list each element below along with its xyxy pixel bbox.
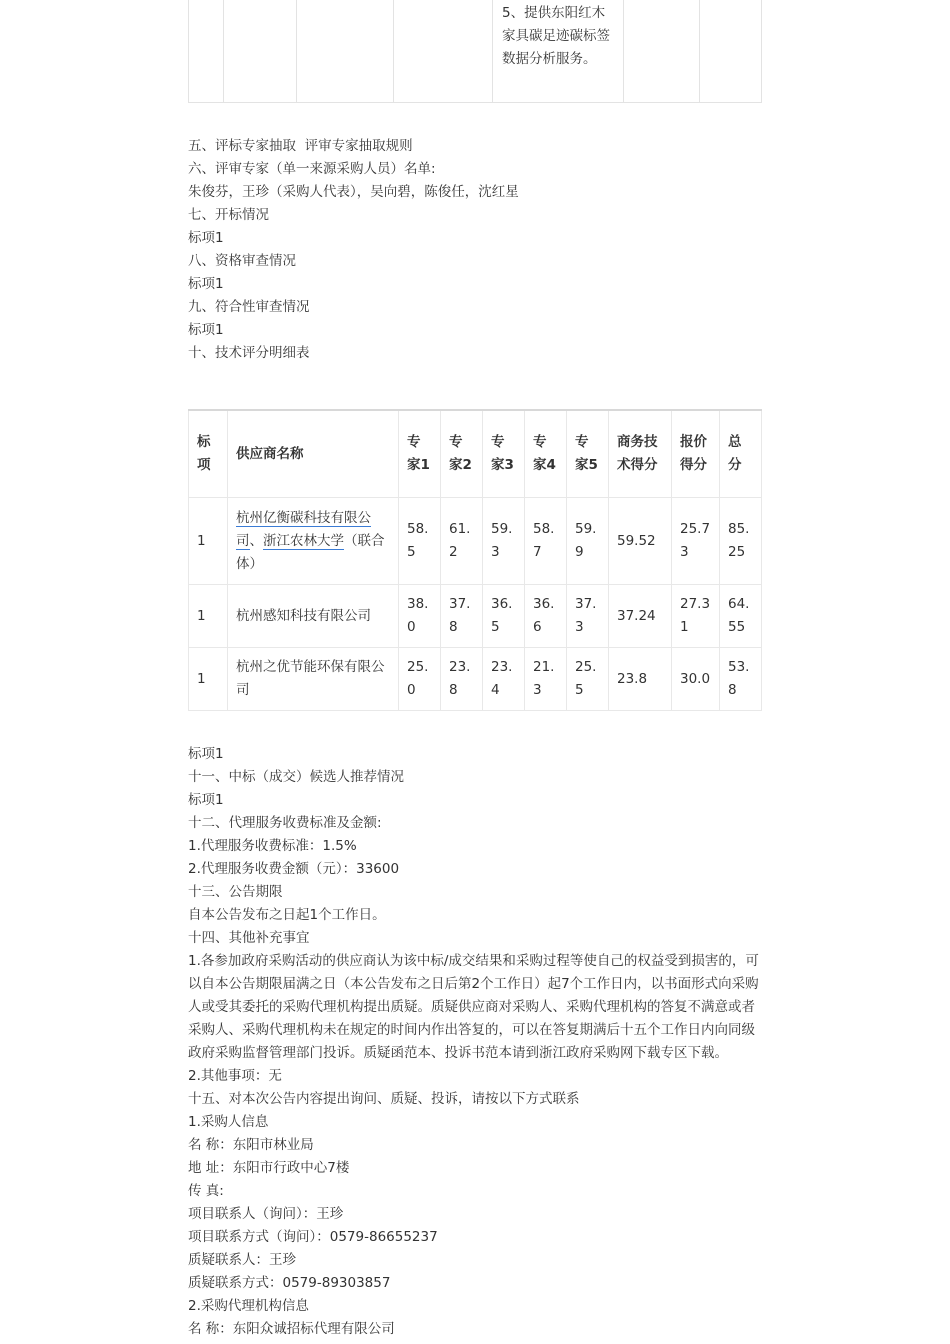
expert1-score: 38.0 bbox=[399, 585, 441, 648]
table-cell bbox=[189, 0, 224, 103]
post-table-sections bbox=[188, 743, 761, 1341]
service-item-cell: 5、提供东阳红木家具碳足迹碳标签数据分析服务。 bbox=[493, 0, 624, 103]
section-5 bbox=[188, 135, 761, 158]
supplier-link[interactable]: 杭州亿衡碳科技有限公司 bbox=[236, 509, 371, 549]
section-7: 七、开标情况 bbox=[188, 207, 269, 223]
supplier-link[interactable]: 浙江农林大学 bbox=[263, 532, 344, 549]
announcement-content bbox=[188, 0, 761, 1341]
header-total: 总分 bbox=[720, 410, 762, 498]
section-8: 八、资格审查情况 bbox=[188, 253, 296, 269]
table-cell bbox=[700, 0, 762, 103]
price-score: 30.0 bbox=[672, 648, 720, 711]
header-price: 报价得分 bbox=[672, 410, 720, 498]
section-7-lot: 标项1 bbox=[188, 230, 224, 246]
header-expert5: 专家5 bbox=[567, 410, 609, 498]
fee-amount: 2.代理服务收费金额（元）：33600 bbox=[188, 861, 400, 877]
expert2-score: 23.8 bbox=[441, 648, 483, 711]
header-supplier: 供应商名称 bbox=[228, 410, 399, 498]
other-matters: 2.其他事项：无 bbox=[188, 1068, 282, 1084]
agency-name: 名 称：东阳众诚招标代理有限公司 bbox=[188, 1321, 395, 1337]
expert4-score: 21.3 bbox=[525, 648, 567, 711]
biz-tech-score: 59.52 bbox=[609, 498, 672, 585]
section-13: 十三、公告期限 bbox=[188, 884, 283, 900]
supplier-suffix: （联合体） bbox=[236, 532, 385, 572]
sections-block bbox=[188, 135, 761, 365]
supplier-cell: 杭州感知科技有限公司 bbox=[228, 585, 399, 648]
lot-label: 标项1 bbox=[188, 792, 224, 808]
expert5-score: 59.9 bbox=[567, 498, 609, 585]
section-15: 十五、对本次公告内容提出询问、质疑、投诉，请按以下方式联系 bbox=[188, 1091, 580, 1107]
buyer-info-title: 1.采购人信息 bbox=[188, 1114, 269, 1130]
agency-info-title: 2.采购代理机构信息 bbox=[188, 1298, 309, 1314]
notice-period: 自本公告发布之日起1个工作日。 bbox=[188, 907, 386, 923]
header-biz-tech: 商务技术得分 bbox=[609, 410, 672, 498]
lot-cell: 1 bbox=[189, 648, 228, 711]
expert5-score: 37.3 bbox=[567, 585, 609, 648]
expert2-score: 61.2 bbox=[441, 498, 483, 585]
header-lot: 标项 bbox=[189, 410, 228, 498]
inquiry-contact: 项目联系人（询问）：王珍 bbox=[188, 1206, 344, 1222]
supplier-cell bbox=[228, 498, 399, 585]
technical-score-table bbox=[188, 409, 762, 711]
expert-rules-link[interactable]: 评审专家抽取规则 bbox=[304, 138, 413, 154]
lot-label: 标项1 bbox=[188, 746, 224, 762]
expert3-score: 23.4 bbox=[483, 648, 525, 711]
expert2-score: 37.8 bbox=[441, 585, 483, 648]
expert3-score: 36.5 bbox=[483, 585, 525, 648]
lot-cell: 1 bbox=[189, 498, 228, 585]
inquiry-phone: 项目联系方式（询问）：0579-86655237 bbox=[188, 1229, 438, 1245]
header-expert3: 专家3 bbox=[483, 410, 525, 498]
challenge-phone: 质疑联系方式：0579-89303857 bbox=[188, 1275, 391, 1291]
service-table-fragment bbox=[188, 0, 762, 103]
header-expert4: 专家4 bbox=[525, 410, 567, 498]
complaint-note: 1.各参加政府采购活动的供应商认为该中标/成交结果和采购过程等使自己的权益受到损害的，可以自本公告期限届满之日（本公告发布之日后第2个工作日）起7个工作日内，以书面形式向采购人或受其委托的采购代理机构提出质疑。质疑供应商对采购人、采购代理机构的答复不满意或者采购人、采购代理机构未在规定的时间内作出答复的，可以在答复期满后十五个工作日内向同级政府采购监督管理部门投诉。质疑函范本、投诉书范本请到浙江政府采购网下载专区下载。 bbox=[188, 953, 759, 1061]
lot-cell: 1 bbox=[189, 585, 228, 648]
table-row bbox=[189, 498, 762, 585]
supplier-separator: 、 bbox=[249, 532, 263, 549]
expert1-score: 58.5 bbox=[399, 498, 441, 585]
total-score: 85.25 bbox=[720, 498, 762, 585]
table-cell bbox=[224, 0, 297, 103]
table-cell bbox=[394, 0, 493, 103]
table-row bbox=[189, 648, 762, 711]
table-cell bbox=[297, 0, 394, 103]
expert4-score: 58.7 bbox=[525, 498, 567, 585]
expert1-score: 25.0 bbox=[399, 648, 441, 711]
buyer-fax: 传 真: bbox=[188, 1183, 224, 1199]
expert5-score: 25.5 bbox=[567, 648, 609, 711]
total-score: 53.8 bbox=[720, 648, 762, 711]
supplier-cell: 杭州之优节能环保有限公司 bbox=[228, 648, 399, 711]
section-9: 九、符合性审查情况 bbox=[188, 299, 310, 315]
header-expert1: 专家1 bbox=[399, 410, 441, 498]
price-score: 27.31 bbox=[672, 585, 720, 648]
section-11: 十一、中标（成交）候选人推荐情况 bbox=[188, 769, 404, 785]
section-8-lot: 标项1 bbox=[188, 276, 224, 292]
buyer-address: 地 址：东阳市行政中心7楼 bbox=[188, 1160, 350, 1176]
total-score: 64.55 bbox=[720, 585, 762, 648]
section-9-lot: 标项1 bbox=[188, 322, 224, 338]
section-14: 十四、其他补充事宜 bbox=[188, 930, 310, 946]
buyer-name: 名 称：东阳市林业局 bbox=[188, 1137, 314, 1153]
table-header-row bbox=[189, 410, 762, 498]
section-5-label: 五、评标专家抽取 bbox=[188, 138, 296, 154]
expert-list: 朱俊芬，王珍（采购人代表），吴向碧，陈俊任，沈红星 bbox=[188, 184, 519, 200]
biz-tech-score: 23.8 bbox=[609, 648, 672, 711]
expert4-score: 36.6 bbox=[525, 585, 567, 648]
section-12: 十二、代理服务收费标准及金额: bbox=[188, 815, 382, 831]
section-10: 十、技术评分明细表 bbox=[188, 345, 310, 361]
section-6: 六、评审专家（单一来源采购人员）名单: bbox=[188, 161, 436, 177]
challenge-contact: 质疑联系人：王珍 bbox=[188, 1252, 296, 1268]
fee-standard: 1.代理服务收费标准：1.5% bbox=[188, 838, 357, 854]
price-score: 25.73 bbox=[672, 498, 720, 585]
biz-tech-score: 37.24 bbox=[609, 585, 672, 648]
table-row bbox=[189, 585, 762, 648]
header-expert2: 专家2 bbox=[441, 410, 483, 498]
expert3-score: 59.3 bbox=[483, 498, 525, 585]
table-cell bbox=[624, 0, 700, 103]
